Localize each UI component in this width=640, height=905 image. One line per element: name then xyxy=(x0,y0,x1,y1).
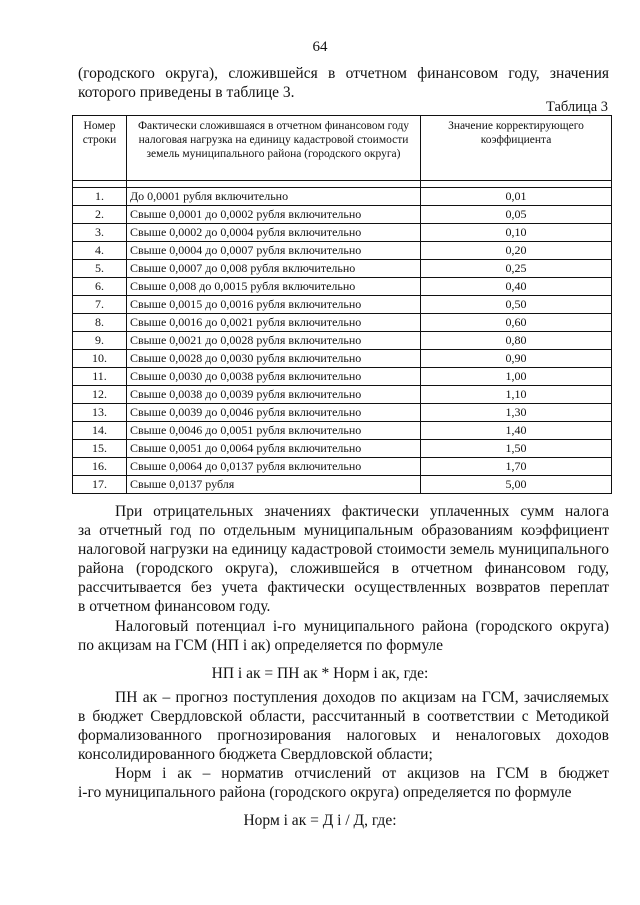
table-row xyxy=(73,440,612,458)
row-number-cell: 3. xyxy=(73,224,127,242)
table-header-row xyxy=(73,116,612,181)
table-row xyxy=(73,404,612,422)
row-number-cell: 17. xyxy=(73,476,127,494)
table-row xyxy=(73,206,612,224)
text-line: налоговой нагрузки на единицу кадастровой стоимости земель муниципального xyxy=(78,541,609,558)
coefficient-cell: 1,10 xyxy=(421,386,612,404)
tax-burden-cell: Свыше 0,0046 до 0,0051 рубля включительно xyxy=(127,422,421,440)
forecast-definition-paragraph xyxy=(78,688,609,764)
tax-burden-cell: Свыше 0,0137 рубля xyxy=(127,476,421,494)
table-row xyxy=(73,476,612,494)
coefficient-cell: 0,80 xyxy=(421,332,612,350)
text-line: района (городского округа), сложившейся в отчетном финансовом году, xyxy=(78,560,609,577)
coefficient-cell: 5,00 xyxy=(421,476,612,494)
tax-burden-cell: Свыше 0,0064 до 0,0137 рубля включительно xyxy=(127,458,421,476)
row-number-cell: 6. xyxy=(73,278,127,296)
tax-burden-cell: Свыше 0,0002 до 0,0004 рубля включительно xyxy=(127,224,421,242)
coefficient-cell: 1,50 xyxy=(421,440,612,458)
row-number-cell: 5. xyxy=(73,260,127,278)
header-row-number: Номер строки xyxy=(73,116,127,181)
tax-burden-cell: Свыше 0,0028 до 0,0030 рубля включительно xyxy=(127,350,421,368)
row-number-cell: 11. xyxy=(73,368,127,386)
coefficient-cell: 0,60 xyxy=(421,314,612,332)
row-number-cell: 9. xyxy=(73,332,127,350)
row-number-cell: 7. xyxy=(73,296,127,314)
table-row xyxy=(73,332,612,350)
table-row xyxy=(73,224,612,242)
text-line: рассчитывается без учета фактически осуществленных возвратов переплат xyxy=(78,579,609,596)
header-coefficient: Значение корректирующего коэффициента xyxy=(421,116,612,181)
norm-definition-paragraph xyxy=(78,764,609,802)
text-line: за отчетный год по отдельным муниципальным образованиям коэффициент xyxy=(78,522,609,539)
tax-burden-cell: До 0,0001 рубля включительно xyxy=(127,188,421,206)
text-line: формализованного прогнозирования налоговых и неналоговых доходов xyxy=(78,727,609,744)
coefficient-cell: 1,30 xyxy=(421,404,612,422)
text-line: i-го муниципального района (городского округа) определяется по формуле xyxy=(78,784,572,801)
row-number-cell: 1. xyxy=(73,188,127,206)
table-row xyxy=(73,422,612,440)
tax-burden-cell: Свыше 0,008 до 0,0015 рубля включительно xyxy=(127,278,421,296)
tax-burden-cell: Свыше 0,0001 до 0,0002 рубля включительно xyxy=(127,206,421,224)
table-spacer-row xyxy=(73,181,612,188)
tax-burden-cell: Свыше 0,0004 до 0,0007 рубля включительно xyxy=(127,242,421,260)
tax-burden-cell: Свыше 0,0038 до 0,0039 рубля включительно xyxy=(127,386,421,404)
row-number-cell: 10. xyxy=(73,350,127,368)
coefficient-cell: 1,70 xyxy=(421,458,612,476)
text-line: Норм i ак – норматив отчислений от акцизов на ГСМ в бюджет xyxy=(115,765,609,782)
coefficient-cell: 0,90 xyxy=(421,350,612,368)
row-number-cell: 16. xyxy=(73,458,127,476)
table-row xyxy=(73,242,612,260)
text-line: по акцизам на ГСМ (НП i ак) определяется по формуле xyxy=(78,637,444,654)
coefficient-cell: 0,40 xyxy=(421,278,612,296)
formula-tax-potential: НП i ак = ПН ак * Норм i ак, где: xyxy=(211,665,429,682)
row-number-cell: 12. xyxy=(73,386,127,404)
table-row xyxy=(73,278,612,296)
text-line: которого приведены в таблице 3. xyxy=(78,84,295,101)
row-number-cell: 13. xyxy=(73,404,127,422)
row-number-cell: 15. xyxy=(73,440,127,458)
table-row xyxy=(73,188,612,206)
row-number-cell: 8. xyxy=(73,314,127,332)
page-number: 64 xyxy=(312,39,328,55)
tax-burden-cell: Свыше 0,0016 до 0,0021 рубля включительно xyxy=(127,314,421,332)
text-line: ПН ак – прогноз поступления доходов по акцизам на ГСМ, зачисляемых xyxy=(115,689,609,706)
text-line: в бюджет Свердловской области, рассчитанный в соответствии с Методикой xyxy=(78,708,609,725)
negative-values-paragraph xyxy=(78,502,609,616)
row-number-cell: 4. xyxy=(73,242,127,260)
row-number-cell: 2. xyxy=(73,206,127,224)
coefficient-cell: 0,10 xyxy=(421,224,612,242)
tax-burden-cell: Свыше 0,0051 до 0,0064 рубля включительно xyxy=(127,440,421,458)
text-line: При отрицательных значениях фактически уплаченных сумм налога xyxy=(115,503,609,520)
text-line: (городского округа), сложившейся в отчетном финансовом году, значения xyxy=(78,65,609,82)
tax-burden-cell: Свыше 0,0007 до 0,008 рубля включительно xyxy=(127,260,421,278)
coefficient-cell: 0,25 xyxy=(421,260,612,278)
coefficient-cell: 0,20 xyxy=(421,242,612,260)
coefficient-cell: 1,40 xyxy=(421,422,612,440)
table-row xyxy=(73,386,612,404)
table-caption: Таблица 3 xyxy=(545,99,608,115)
header-tax-burden: Фактически сложившаяся в отчетном финансовом году налоговая нагрузка на единицу кадастровой стоимости земель муниципального района (городского округа) xyxy=(127,116,421,181)
tax-burden-cell: Свыше 0,0039 до 0,0046 рубля включительно xyxy=(127,404,421,422)
coefficient-cell: 0,01 xyxy=(421,188,612,206)
tax-burden-cell: Свыше 0,0015 до 0,0016 рубля включительно xyxy=(127,296,421,314)
coefficient-cell: 0,05 xyxy=(421,206,612,224)
table-row xyxy=(73,350,612,368)
table-row xyxy=(73,458,612,476)
tax-burden-cell: Свыше 0,0030 до 0,0038 рубля включительно xyxy=(127,368,421,386)
tax-burden-cell: Свыше 0,0021 до 0,0028 рубля включительно xyxy=(127,332,421,350)
coefficient-table xyxy=(72,115,612,494)
text-line: в отчетном финансовом году. xyxy=(78,598,271,615)
table-row xyxy=(73,314,612,332)
table-row xyxy=(73,260,612,278)
intro-paragraph xyxy=(78,64,609,102)
row-number-cell: 14. xyxy=(73,422,127,440)
coefficient-cell: 1,00 xyxy=(421,368,612,386)
coefficient-cell: 0,50 xyxy=(421,296,612,314)
tax-potential-paragraph xyxy=(78,617,609,655)
table-row xyxy=(73,296,612,314)
text-line: Налоговый потенциал i-го муниципального района (городского округа) xyxy=(115,618,609,635)
text-line: консолидированного бюджета Свердловской области; xyxy=(78,746,433,763)
formula-norm: Норм i ак = Д i / Д, где: xyxy=(243,812,397,829)
table-row xyxy=(73,368,612,386)
